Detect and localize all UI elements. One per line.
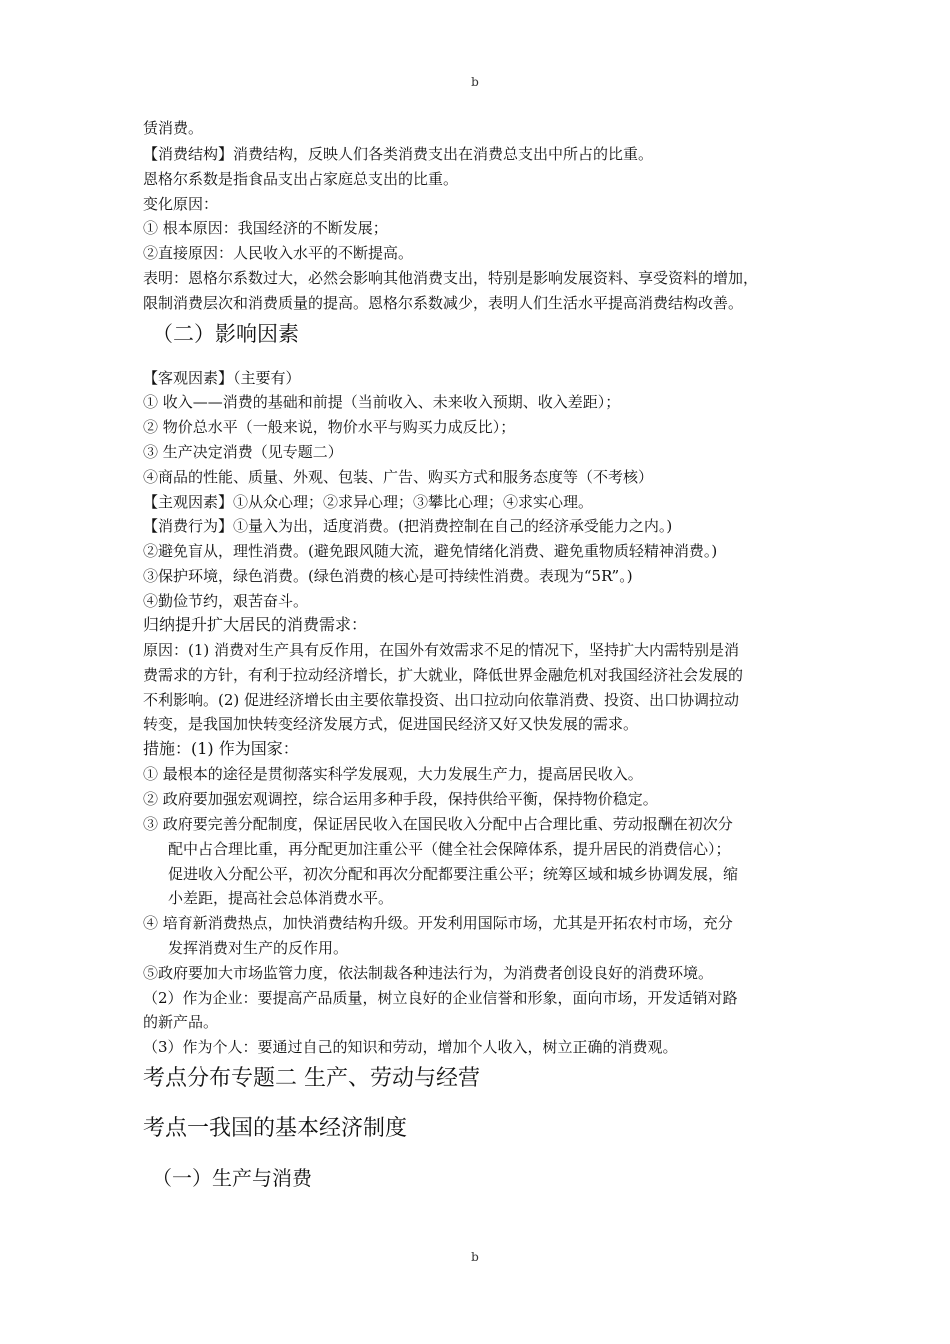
text-line: 表明：恩格尔系数过大，必然会影响其他消费支出，特别是影响发展资料、享受资料的增加， (143, 269, 759, 287)
text-line: ②避免盲从，理性消费。(避免跟风随大流，避免情绪化消费、避免重物质轻精神消费。) (143, 542, 718, 560)
text-line: 原因：(1) 消费对生产具有反作用，在国外有效需求不足的情况下，坚持扩大内需特别是消 (143, 641, 740, 659)
text-line: 措施：(1) 作为国家： (143, 739, 299, 758)
text-line: ① 根本原因：我国经济的不断发展； (143, 219, 388, 237)
text-line: ④商品的性能、质量、外观、包装、广告、购买方式和服务态度等（不考核） (143, 468, 654, 486)
text-line: （3）作为个人：要通过自己的知识和劳动，增加个人收入，树立正确的消费观。 (143, 1038, 678, 1056)
text-line: 发挥消费对生产的反作用。 (168, 939, 349, 957)
text-line: ① 最根本的途径是贯彻落实科学发展观，大力发展生产力，提高居民收入。 (143, 765, 643, 783)
text-line: 配中占合理比重，再分配更加注重公平（健全社会保障体系，提升居民的消费信心）； (168, 840, 731, 858)
section-heading: （二）影响因素 (152, 322, 299, 346)
text-line: 【客观因素】（主要有） (143, 369, 301, 387)
text-line: 促进收入分配公平，初次分配和再次分配都要注重公平；统筹区域和城乡协调发展，缩 (168, 865, 739, 883)
text-line: ② 物价总水平（一般来说，物价水平与购买力成反比）； (143, 418, 516, 436)
text-line: ③ 生产决定消费（见专题二） (143, 443, 343, 461)
text-line: ④ 培育新消费热点，加快消费结构升级。开发利用国际市场，尤其是开拓农村市场，充分 (143, 914, 733, 932)
text-line: ③ 政府要完善分配制度，保证居民收入在国民收入分配中占合理比重、劳动报酬在初次分 (143, 815, 733, 833)
chapter-heading: 考点一我国的基本经济制度 (143, 1116, 408, 1141)
page-header: b (471, 75, 479, 89)
text-line: 不利影响。(2) 促进经济增长由主要依靠投资、出口拉动向依靠消费、投资、出口协调拉动 (143, 691, 740, 709)
text-line: 恩格尔系数是指食品支出占家庭总支出的比重。 (143, 170, 459, 188)
text-line: 费需求的方针，有利于拉动经济增长，扩大就业，降低世界金融危机对我国经济社会发展的 (143, 666, 744, 684)
text-line: ⑤政府要加大市场监管力度，依法制裁各种违法行为，为消费者创设良好的消费环境。 (143, 964, 714, 982)
sub-heading: 归纳提升扩大居民的消费需求： (143, 615, 368, 634)
text-line: 【消费结构】消费结构，反映人们各类消费支出在消费总支出中所占的比重。 (143, 145, 654, 163)
text-line: 【主观因素】①从众心理；②求异心理；③攀比心理；④求实心理。 (143, 493, 594, 511)
text-line: ②直接原因：人民收入水平的不断提高。 (143, 244, 414, 262)
section-heading: （一）生产与消费 (152, 1166, 312, 1190)
text-line: ④勤俭节约，艰苦奋斗。 (143, 592, 309, 610)
page-footer: b (471, 1250, 479, 1264)
text-line: ② 政府要加强宏观调控，综合运用多种手段，保持供给平衡，保持物价稳定。 (143, 790, 658, 808)
text-line: 转变，是我国加快转变经济发展方式，促进国民经济又好又快发展的需求。 (143, 715, 639, 733)
text-line: 小差距，提高社会总体消费水平。 (168, 889, 394, 907)
text-line: 的新产品。 (143, 1013, 219, 1031)
text-line: 【消费行为】①量入为出，适度消费。(把消费控制在自己的经济承受能力之内。) (143, 517, 673, 535)
text-line: 限制消费层次和消费质量的提高。恩格尔系数减少，表明人们生活水平提高消费结构改善。 (143, 294, 744, 312)
text-line: 赁消费。 (143, 119, 204, 137)
text-line: 变化原因： (143, 195, 219, 213)
text-line: ① 收入——消费的基础和前提（当前收入、未来收入预期、收入差距）； (143, 393, 621, 411)
text-line: ③保护环境，绿色消费。(绿色消费的核心是可持续性消费。表现为“5R”。) (143, 567, 633, 585)
text-line: （2）作为企业：要提高产品质量，树立良好的企业信誉和形象，面向市场，开发适销对路 (143, 989, 738, 1007)
chapter-heading: 考点分布专题二 生产、劳动与经营 (143, 1066, 480, 1091)
